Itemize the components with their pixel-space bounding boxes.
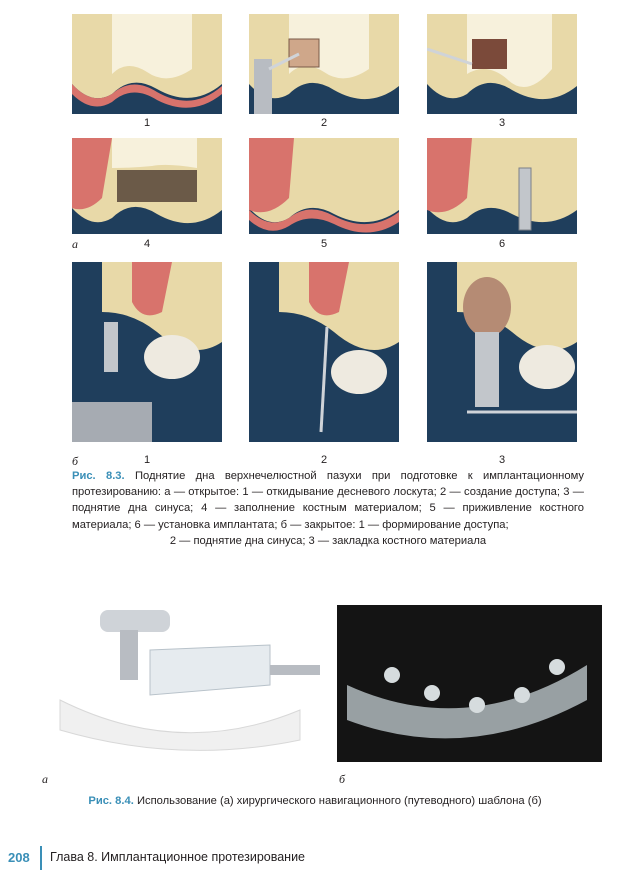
figure-8-3-caption <box>72 468 584 549</box>
page-number: 208 <box>8 850 30 865</box>
chapter-title: Глава 8. Имплантационное протезирование <box>50 850 306 864</box>
figure-8-3-b-number-3: 3 <box>498 454 506 466</box>
figure-8-3-caption-label: Рис. 8.3. <box>72 470 125 482</box>
figure-8-3-a-number-2: 2 <box>320 117 328 129</box>
figure-8-4-caption-label: Рис. 8.4. <box>88 795 134 807</box>
page-footer <box>0 840 630 876</box>
footer-divider <box>40 846 42 870</box>
figure-8-4-caption-body: Использование (а) хирургического навигационного (путеводного) шаблона (б) <box>136 795 542 807</box>
figure-8-3-a-number-1: 1 <box>143 117 151 129</box>
figure-8-3-a-number-4: 4 <box>143 238 151 250</box>
figure-8-3-caption-last-line: 2 — поднятие дна синуса; 3 — закладка костного материала <box>169 534 487 547</box>
figure-8-3-a-panel-3 <box>427 14 577 114</box>
figure-8-3-a-number-5: 5 <box>320 238 328 250</box>
figure-8-4-label-b: б <box>339 772 346 786</box>
figure-8-3-a-number-3: 3 <box>498 117 506 129</box>
figure-8-3-b-number-2: 2 <box>320 454 328 466</box>
figure-8-3-label-a: а <box>72 237 78 251</box>
figure-8-3-a-panel-4 <box>72 138 222 234</box>
figure-8-3-label-b: б <box>72 454 79 468</box>
figure-8-3-a-number-6: 6 <box>498 238 506 250</box>
figure-8-4-b-image <box>337 605 602 762</box>
figure-8-3-b-number-1: 1 <box>143 454 151 466</box>
figure-8-3-a-panel-6 <box>427 138 577 234</box>
figure-8-3-b-panel-3 <box>427 262 577 442</box>
figure-8-3-b-panel-1 <box>72 262 222 442</box>
figure-8-3-a-panel-1 <box>72 14 222 114</box>
figure-8-4-a-image <box>40 590 320 760</box>
figure-8-3-b-panel-2 <box>249 262 399 442</box>
figure-8-3-a-panel-5 <box>249 138 399 234</box>
figure-8-3-caption-body: Поднятие дна верхнечелюстной пазухи при подготовке к имплантационному протезированию: а — открытое: 1 — откидывание десневого лоскута; 2 — создание доступа; 3 — поднятие дна синуса; 4 — заполнение костным материалом; 5 — приживление костного материала; 6 — установка имплантата; б — закрытое: 1 — формирование доступа; <box>72 470 584 531</box>
figure-8-4-label-a: а <box>42 772 48 786</box>
figure-8-4-caption <box>0 795 630 807</box>
figure-8-3-a-panel-2 <box>249 14 399 114</box>
